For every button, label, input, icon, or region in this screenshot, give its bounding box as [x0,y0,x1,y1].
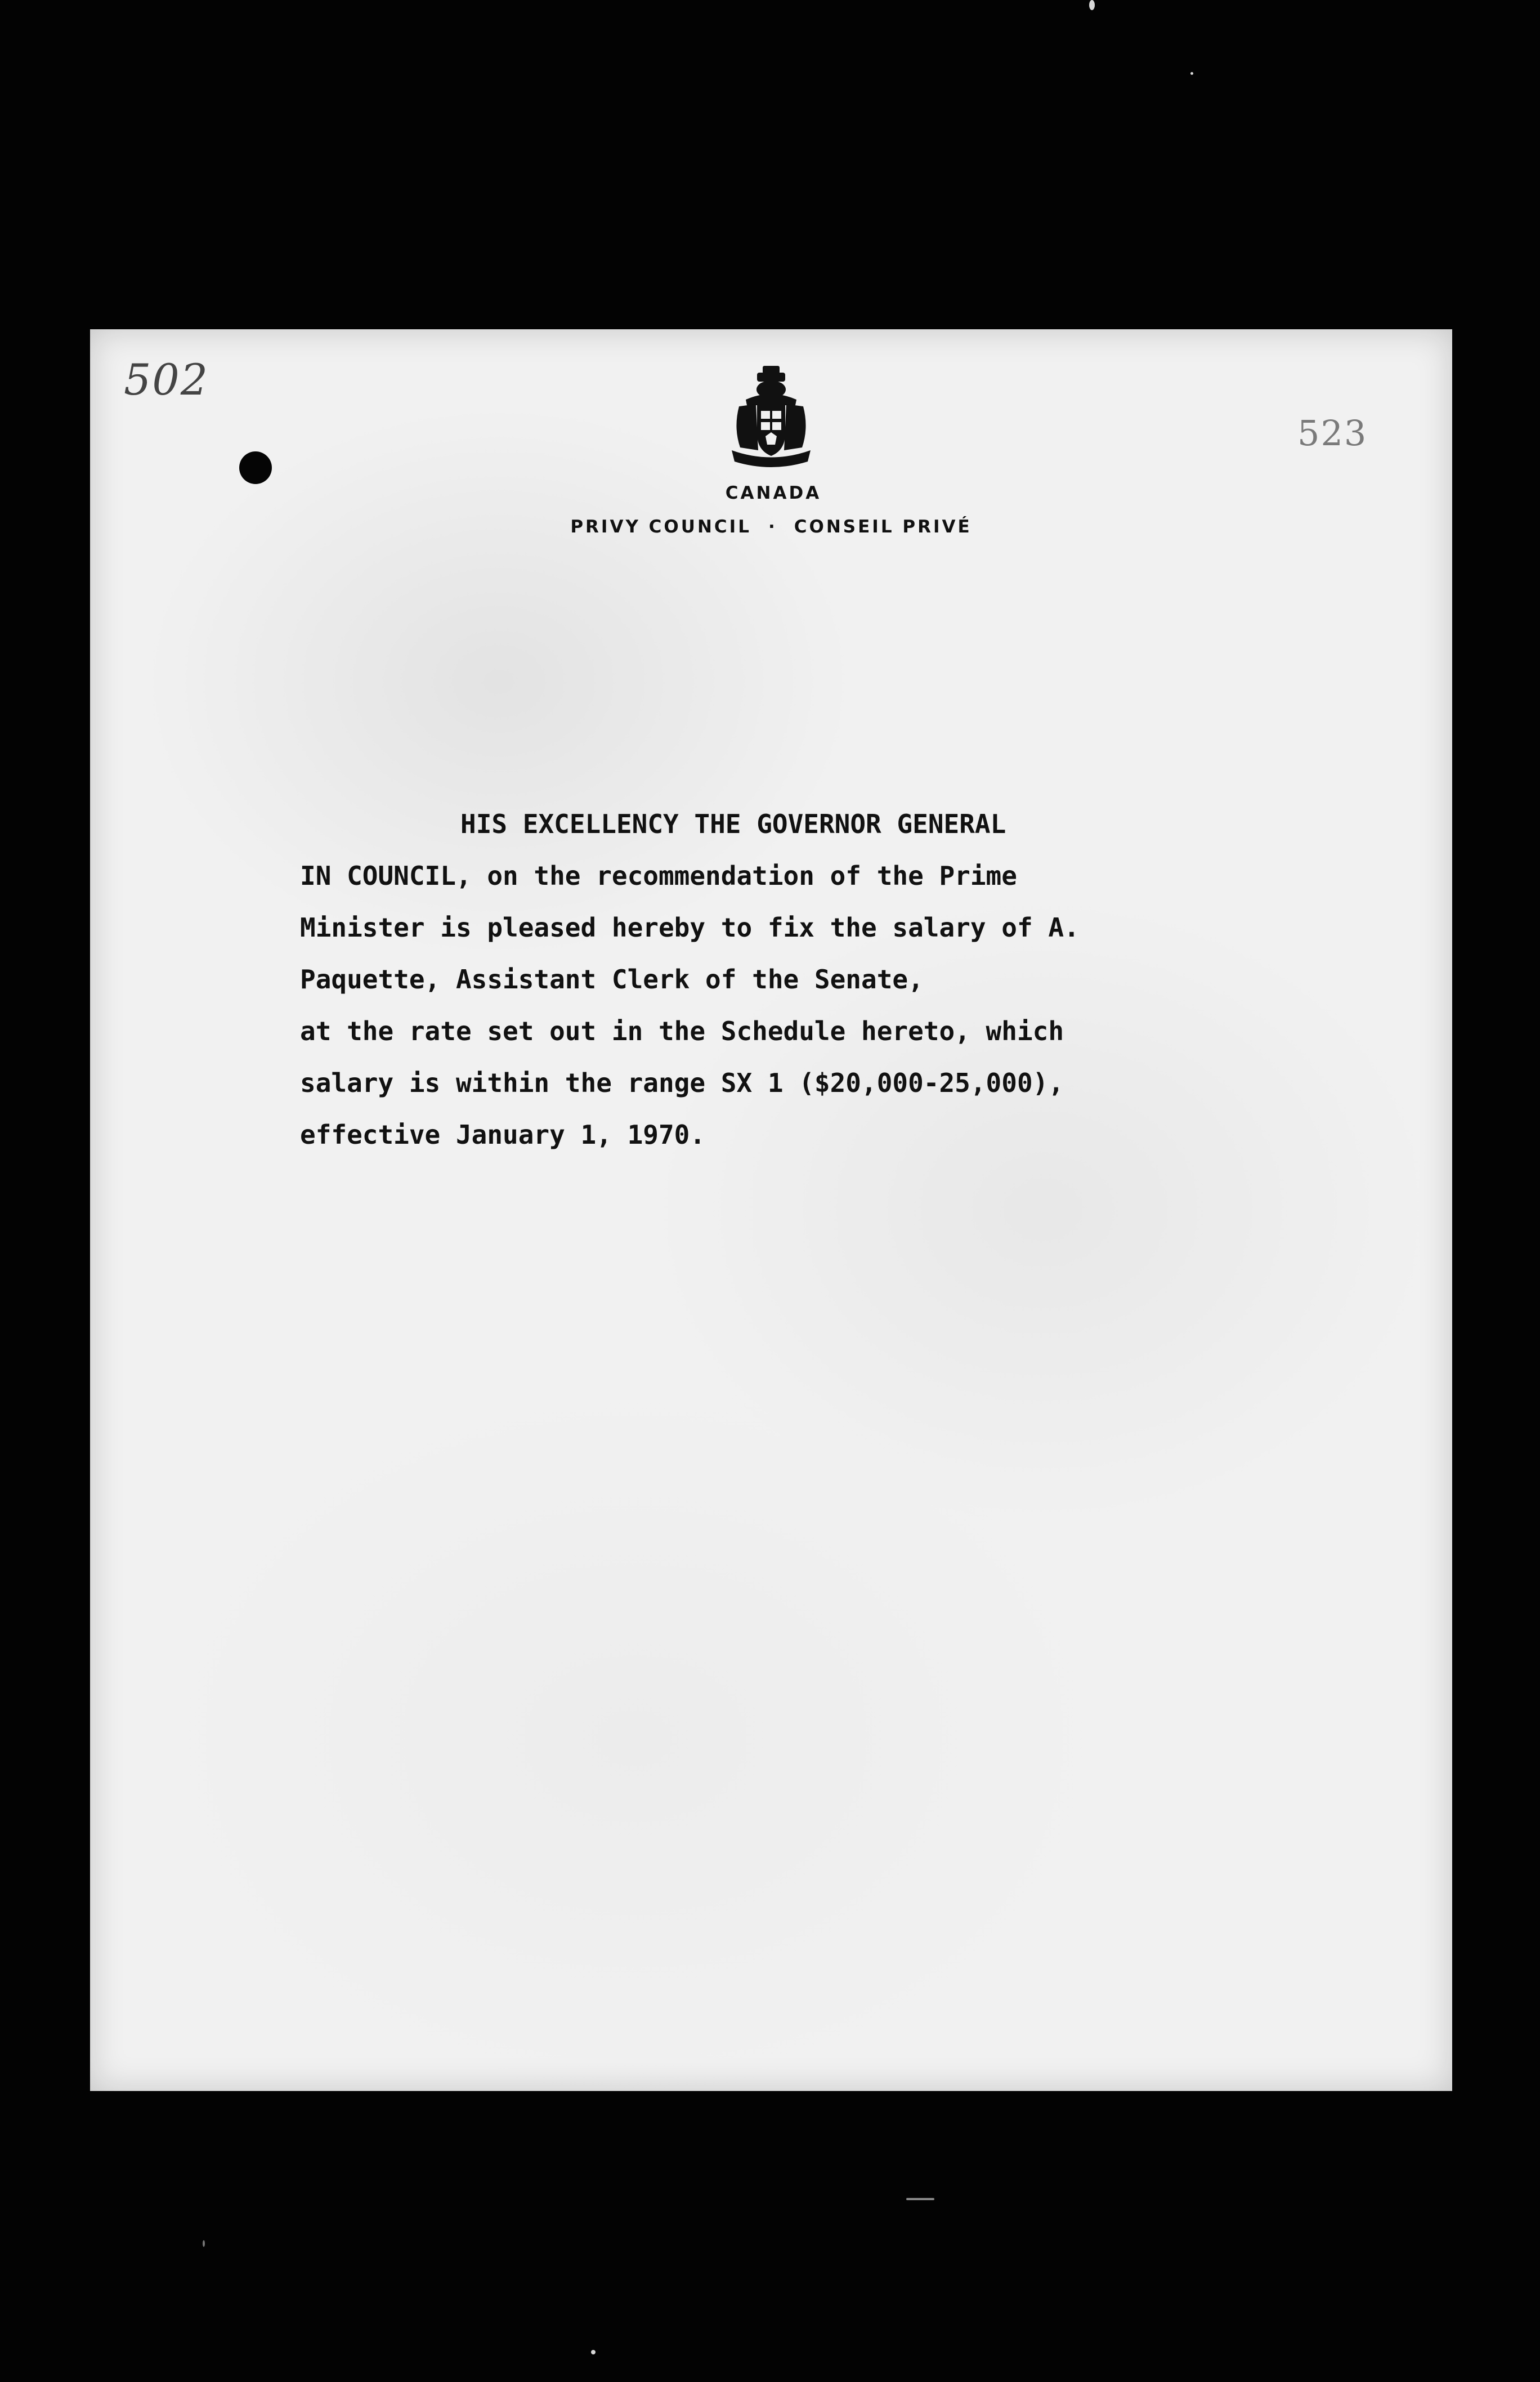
dust-speck [1089,0,1095,10]
body-line: Minister is pleased hereby to fix the salary of A. [300,912,1080,943]
council-english: PRIVY COUNCIL [570,517,751,537]
body-line: Paquette, Assistant Clerk of the Senate, [300,964,924,995]
body-line: IN COUNCIL, on the recommendation of the Prime [300,861,1017,891]
coat-of-arms-icon [723,366,819,473]
dust-speck [591,2350,596,2354]
body-line: HIS EXCELLENCY THE GOVERNOR GENERAL [460,809,1006,839]
body-line: salary is within the range SX 1 ($20,000-25,000), [300,1068,1064,1098]
dust-speck [1190,72,1193,75]
body-line: at the rate set out in the Schedule hereto, which [300,1016,1064,1046]
stamped-page-number: 523 [1297,413,1368,454]
council-french: CONSEIL PRIVÉ [794,517,972,537]
letterhead-country: CANADA [725,483,822,503]
handwritten-page-number: 502 [124,355,209,405]
letterhead-council [90,517,1452,537]
dust-speck [906,2198,934,2200]
document-page [90,329,1452,2091]
council-separator: · [768,517,777,537]
order-in-council-text [300,798,1257,1161]
body-line: effective January 1, 1970. [300,1120,706,1150]
dust-speck [203,2240,205,2247]
letterhead [90,366,1452,537]
